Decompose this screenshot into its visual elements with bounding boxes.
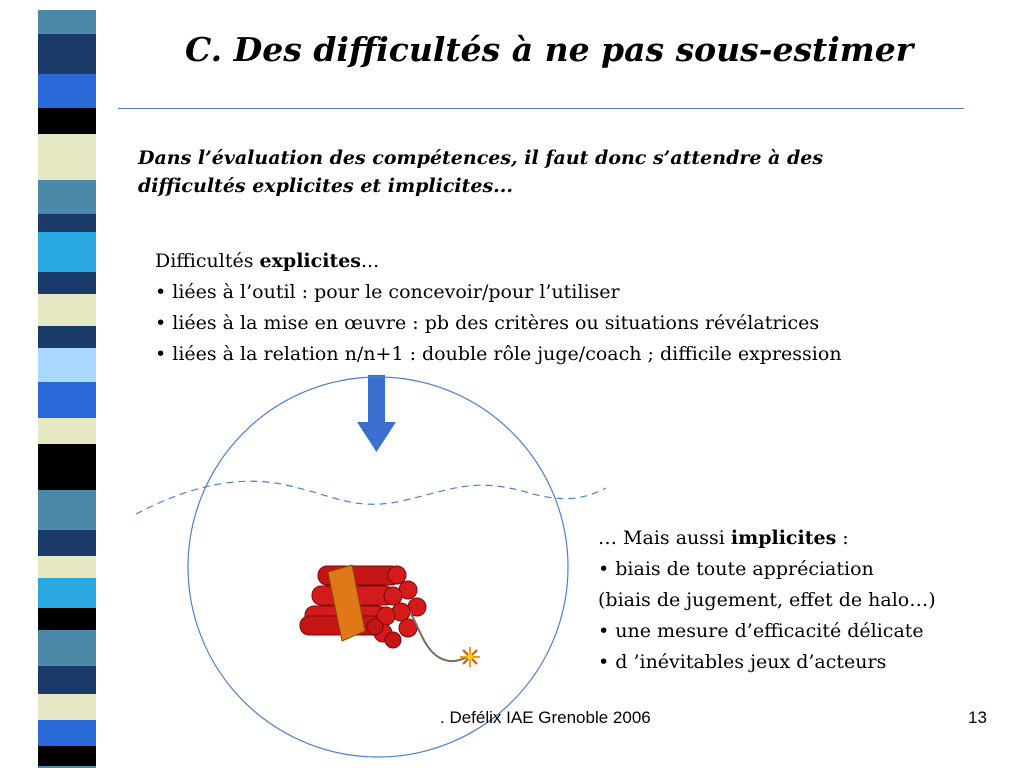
implicit-difficulties: [598, 523, 936, 678]
waterline-wave: [136, 481, 606, 514]
page-number: 13: [968, 708, 987, 727]
explicit-item: • liées à l’outil : pour le concevoir/pour l’utiliser: [155, 281, 620, 303]
explicit-item: • liées à la relation n/n+1 : double rôle juge/coach ; difficile expression: [155, 343, 842, 365]
down-arrow-icon: [357, 375, 396, 452]
implicit-item: • une mesure d’efficacité délicate: [598, 620, 924, 642]
explicit-emphasis: explicites: [259, 250, 362, 272]
slide-title: C. Des difficultés à ne pas sous-estimer: [185, 30, 914, 69]
dynamite-icon: [300, 565, 480, 667]
implicit-item: • d ’inévitables jeux d’acteurs: [598, 651, 887, 673]
implicit-item: (biais de jugement, effet de halo…): [598, 589, 936, 611]
implicit-item: • biais de toute appréciation: [598, 558, 874, 580]
explicit-item: • liées à la mise en œuvre : pb des critères ou situations révélatrices: [155, 312, 820, 334]
explicit-heading: Difficultés explicites...: [155, 250, 380, 272]
implicit-emphasis: implicites: [730, 527, 837, 549]
footer-text: . Defélix IAE Grenoble 2006: [440, 708, 651, 727]
implicit-heading: … Mais aussi implicites :: [598, 527, 849, 549]
intro-paragraph: Dans l’évaluation des compétences, il faut donc s’attendre à des difficultés explicites et implicites...: [138, 147, 824, 197]
